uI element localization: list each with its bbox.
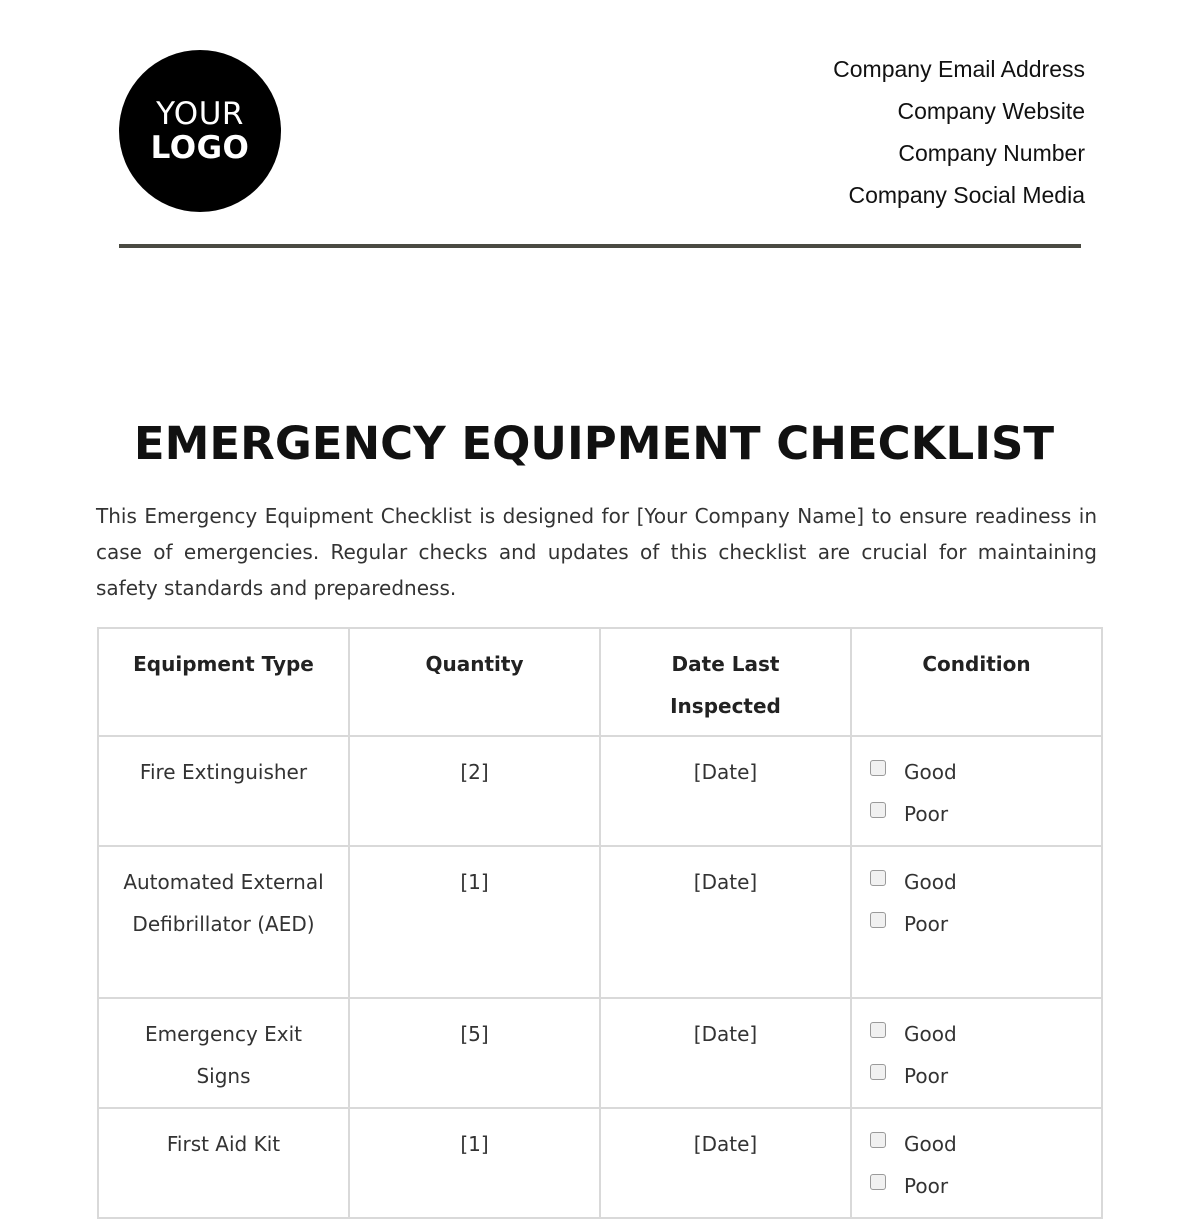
- condition-option-poor[interactable]: [870, 903, 1091, 945]
- header-divider: [119, 244, 1081, 248]
- table-header-row: [98, 628, 1102, 736]
- condition-cell: [851, 736, 1102, 846]
- table-row: [98, 736, 1102, 846]
- company-website: Company Website: [897, 98, 1085, 124]
- checkbox-good[interactable]: [870, 870, 886, 886]
- option-label: Good: [904, 870, 957, 894]
- logo-text-your: YOUR: [156, 95, 244, 132]
- condition-option-good[interactable]: [870, 1123, 1091, 1165]
- company-logo: [119, 50, 281, 212]
- date-cell: [Date]: [600, 1108, 851, 1218]
- document-title: EMERGENCY EQUIPMENT CHECKLIST: [133, 417, 1055, 470]
- equipment-type-cell: Fire Extinguisher: [98, 736, 349, 846]
- table-row: [98, 998, 1102, 1108]
- company-contact-block: [833, 52, 1085, 220]
- condition-option-poor[interactable]: [870, 1055, 1091, 1097]
- checkbox-poor[interactable]: [870, 802, 886, 818]
- checkbox-good[interactable]: [870, 760, 886, 776]
- condition-cell: [851, 846, 1102, 998]
- date-cell: [Date]: [600, 736, 851, 846]
- quantity-cell: [1]: [349, 1108, 600, 1218]
- equipment-type-cell: First Aid Kit: [98, 1108, 349, 1218]
- checkbox-poor[interactable]: [870, 912, 886, 928]
- logo-text-logo: LOGO: [150, 129, 250, 166]
- option-label: Good: [904, 760, 957, 784]
- equipment-type-cell: Emergency Exit Signs: [98, 998, 349, 1108]
- option-label: Good: [904, 1132, 957, 1156]
- condition-option-good[interactable]: [870, 1013, 1091, 1055]
- checkbox-poor[interactable]: [870, 1064, 886, 1080]
- condition-option-poor[interactable]: [870, 1165, 1091, 1207]
- checkbox-good[interactable]: [870, 1132, 886, 1148]
- condition-cell: [851, 998, 1102, 1108]
- table-row: [98, 1108, 1102, 1218]
- date-cell: [Date]: [600, 998, 851, 1108]
- header-equipment-type: Equipment Type: [98, 628, 349, 736]
- option-label: Good: [904, 1022, 957, 1046]
- option-label: Poor: [904, 1174, 949, 1198]
- condition-option-good[interactable]: [870, 861, 1091, 903]
- company-social-media: Company Social Media: [848, 182, 1085, 208]
- condition-option-poor[interactable]: [870, 793, 1091, 835]
- condition-option-good[interactable]: [870, 751, 1091, 793]
- date-cell: [Date]: [600, 846, 851, 998]
- option-label: Poor: [904, 802, 949, 826]
- company-number: Company Number: [898, 140, 1085, 166]
- header-condition: Condition: [851, 628, 1102, 736]
- checkbox-good[interactable]: [870, 1022, 886, 1038]
- intro-paragraph: This Emergency Equipment Checklist is designed for [Your Company Name] to ensure readiness in case of emergencies. Regular checks and updates of this checklist are crucial for maintaining safety standards and preparedness.: [96, 504, 1097, 600]
- table-row: [98, 846, 1102, 998]
- quantity-cell: [2]: [349, 736, 600, 846]
- quantity-cell: [1]: [349, 846, 600, 998]
- header-date-last-inspected: Date Last Inspected: [600, 628, 851, 736]
- quantity-cell: [5]: [349, 998, 600, 1108]
- company-email: Company Email Address: [833, 56, 1085, 82]
- option-label: Poor: [904, 912, 949, 936]
- checkbox-poor[interactable]: [870, 1174, 886, 1190]
- equipment-table: [97, 627, 1103, 1219]
- option-label: Poor: [904, 1064, 949, 1088]
- header-quantity: Quantity: [349, 628, 600, 736]
- condition-cell: [851, 1108, 1102, 1218]
- equipment-type-cell: Automated External Defibrillator (AED): [98, 846, 349, 998]
